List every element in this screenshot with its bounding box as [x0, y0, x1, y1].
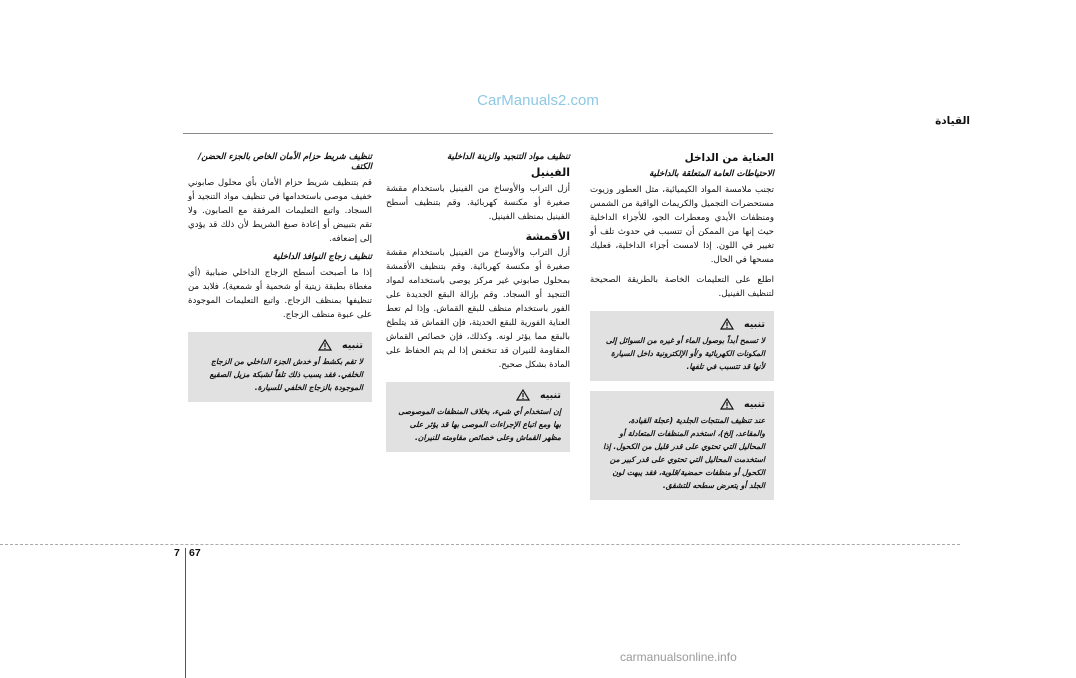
column-left	[188, 150, 372, 402]
heading-fabric: الأقمشة	[525, 230, 570, 243]
caution-title: تنبيه	[744, 318, 765, 330]
paragraph-seatbelt: قم بتنظيف شريط حزام الأمان بأي محلول صابوني خفيف موصى باستخدامها في تنظيف مواد التنجيد أو السجاد. واتبع التعليمات المرفقة مع الصابون. ولا تقم بتبييض أو إعادة صبغ الشريط لأن ذلك قد يؤدي إلى إضعافه.	[188, 178, 372, 244]
warning-triangle-icon	[318, 339, 332, 351]
caution-header	[599, 318, 765, 330]
paragraph-vinyl-instructions: اطلع على التعليمات الخاصة بالطريقة الصحيحة لتنظيف الفينيل.	[590, 275, 774, 299]
paragraph-vinyl: أزل التراب والأوساخ من الفينيل باستخدام مقشة صغيرة أو مكنسة كهربائية. وقم بتنظيف أسطح الفينيل بمنظف الفينيل.	[386, 184, 570, 222]
footer-site-watermark: carmanualsonline.info	[620, 650, 737, 664]
chapter-number: 7	[174, 547, 180, 559]
column-middle	[386, 150, 570, 452]
caution-box-fabric	[386, 382, 570, 452]
paragraph-chemicals: تجنب ملامسة المواد الكيميائية، مثل العطور وزيوت مستحضرات التجميل والكريمات الواقية من الشمس ومنظفات الأيدي ومعطرات الجو، للأجزاء الداخلية حيث إنها من الممكن أن تتسبب في حدوث تلف أو تغيير في اللون. إذا لامست أجزاء الداخلية، فعليك مسحها في الحال.	[590, 185, 774, 265]
warning-triangle-icon	[720, 318, 734, 330]
caution-header	[599, 398, 765, 410]
caution-text: إن استخدام أي شيء، بخلاف المنظفات الموصوصى بها ومع اتباع الإجراءات الموصى بها قد يؤثر على مظهر القماش وعلى خصائص مقاومته للنيران.	[398, 407, 561, 442]
warning-triangle-icon	[516, 389, 530, 401]
caution-title: تنبيه	[744, 398, 765, 410]
subheading-upholstery: تنظيف مواد التنجيد والزينة الداخلية	[447, 152, 570, 162]
caution-text: لا تقم بكشط أو خدش الجزء الداخلي من الزجاج الخلفي. فقد يسبب ذلك تلفاً لشبكة مزيل الصقيع الموجودة بالزجاج الخلفي للسيارة.	[209, 357, 363, 392]
caution-box-leather	[590, 391, 774, 500]
footer-vertical-divider	[185, 548, 186, 678]
caution-title: تنبيه	[540, 389, 561, 401]
watermark-text: CarManuals2.com	[477, 92, 599, 109]
caution-text: لا تسمح أبداً بوصول الماء أو غيره من السوائل إلى المكونات الكهربائية و/أو الإلكترونية داخل السيارة لأنها قد تتسبب في تلفها.	[605, 336, 765, 371]
caution-text: عند تنظيف المنتجات الجلدية (عجلة القيادة، والمقاعد، إلخ)، استخدم المنظفات المتعادلة أو المحاليل التي تحتوي على قدر قليل من الكحول. إذا استخدمت المحاليل التي تحتوي على قدر كبير من الكحول أو منظفات حمضية/قلوية، فقد يبهت لون الجلد أو يتعرض سطحه للتشقق.	[603, 416, 765, 490]
warning-triangle-icon	[720, 398, 734, 410]
subheading-glass: تنظيف زجاج النوافذ الداخلية	[272, 252, 372, 262]
header-rule	[183, 133, 773, 134]
caution-box-glass	[188, 332, 372, 402]
column-right	[590, 150, 774, 500]
subheading-general-precautions: الاحتياطات العامة المتعلقة بالداخلية	[649, 169, 774, 179]
caution-header	[395, 389, 561, 401]
paragraph-glass: إذا ما أصبحت أسطح الزجاج الداخلي ضبابية (أي مغطاة بطبقة زيتية أو شحمية أو شمعية)، فلابد من تنظيفها بمنظف الزجاج. واتبع التعليمات الموجودة على عبوة منظف الزجاج.	[188, 268, 372, 320]
heading-interior-care: العناية من الداخل	[684, 152, 774, 164]
footer-dashed-line	[0, 544, 960, 545]
heading-vinyl: الفينيل	[530, 166, 570, 179]
subheading-seatbelt: تنظيف شريط حزام الأمان الخاص بالجزء الحضن/الكتف	[198, 152, 372, 172]
caution-box-liquids	[590, 311, 774, 381]
caution-header	[197, 339, 363, 351]
paragraph-fabric: أزل التراب والأوساخ من الفينيل باستخدام مقشة صغيرة أو مكنسة كهربائية. وقم بتنظيف الأقمشة بمحلول صابوني غير مركز يوصى باستخدامه لمواد التنجيد أو السجاد. وقم بإزالة البقع الجديدة على الفور باستخدام منظف للبقع القماش. وإذا لم تعط العناية الفورية للبقع الحديثة، فإن القماش قد يتلطخ بالبقع مما يؤثر لونه. وكذلك، فإن خصائص القماش المقاومة للنيران قد تنخفض إذا لم يتم الحفاظ على المادة بشكل صحيح.	[386, 248, 570, 370]
page-number: 67	[189, 547, 201, 559]
caution-title: تنبيه	[342, 339, 363, 351]
section-header: القيادة	[935, 115, 970, 127]
